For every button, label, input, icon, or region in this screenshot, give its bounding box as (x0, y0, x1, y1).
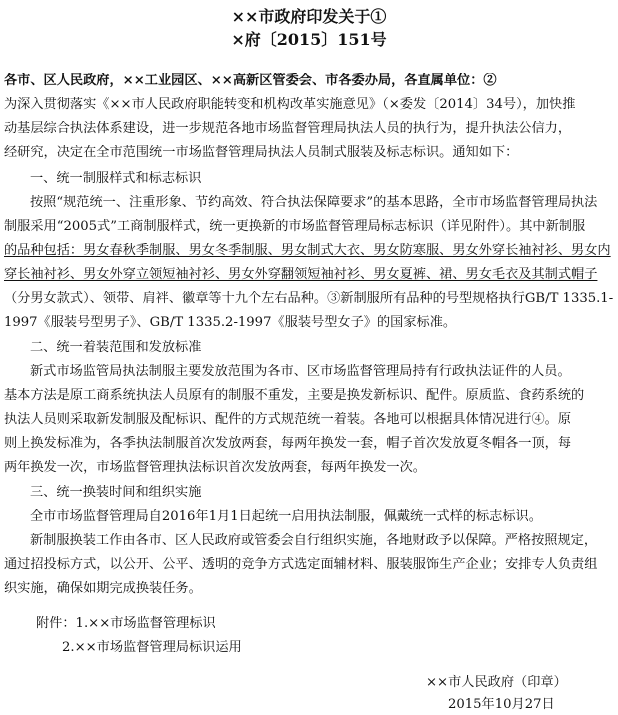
section-2-line: 两年换发一次，市场监督管理执法标识首次发放两套，每两年换发一次。 (4, 460, 426, 475)
attachment-item: 2.××市场监督管理局标识运用 (62, 640, 242, 655)
doc-title: ××市政府印发关于① (231, 7, 387, 26)
section-1-line: 穿长袖衬衫、男女外穿立领短袖衬衫、男女外穿翻领短袖衬衫、男女夏裤、裙、男女毛衣及其制式帽子 (4, 267, 598, 282)
doc-number: ×府〔2015〕151号 (231, 30, 387, 49)
section-3-heading: 三、统一换装时间和组织实施 (30, 485, 202, 500)
intro-line: 为深入贯彻落实《××市人民政府职能转变和机构改革实施意见》（×委发〔2014〕34号），加快推 (4, 97, 576, 112)
section-1-heading: 一、统一制服样式和标志标识 (30, 171, 202, 186)
section-1-line: 的品种包括：男女春秋季制服、男女冬季制服、男女制式大衣、男女防寒服、男女外穿长袖衬衫、男女内 (4, 243, 611, 258)
intro-line: 经研究，决定在全市范围统一市场监督管理局执法人员制式服装及标志标识。通知如下： (4, 145, 519, 160)
section-3-line: 新制服换装工作由各市、区人民政府或管委会自行组织实施，各地财政予以保障。严格按照规定， (30, 533, 598, 548)
section-3-line: 通过招投标方式，以公开、公平、透明的竞争方式选定面辅材料、服装服饰生产企业；安排专人负责组 (4, 557, 598, 572)
attachment-item: 附件：1.××市场监督管理标识 (36, 616, 216, 631)
signature-org: ××市人民政府（印章） (426, 675, 567, 690)
section-1-line: 按照“规范统一、注重形象、节约高效、符合执法保障要求”的基本思路，全市市场监督管理局执法 (30, 195, 598, 210)
section-1-line: 1997《服装号型男子》、GB/T 1335.2-1997《服装号型女子》的国家标准。 (4, 315, 457, 330)
section-2-line: 则上换发标准为，各季执法制服首次发放两套，每两年换发一套，帽子首次发放夏冬帽各一顶，每 (4, 436, 572, 451)
intro-line: 动基层综合执法体系建设，进一步规范各地市场监督管理局执法人员的执行为，提升执法公信力， (4, 121, 572, 136)
addressee: 各市、区人民政府，××工业园区、××高新区管委会、市各委办局，各直属单位：② (4, 73, 497, 88)
section-3-line: 全市市场监督管理局自2016年1月1日起统一启用执法制服，佩戴统一式样的标志标识。 (30, 509, 542, 524)
section-3-line: 织实施，确保如期完成换装任务。 (4, 581, 202, 596)
section-2-line: 执法人员则采取新发制服及配标识、配件的方式规范统一着装。各地可以根据具体情况进行④。原 (4, 412, 572, 427)
section-1-line: （分男女款式）、领带、肩袢、徽章等十九个左右品种。③新制服所有品种的号型规格执行GB/T 1335.1- (4, 291, 614, 306)
signature-date: 2015年10月27日 (448, 697, 555, 712)
section-2-line: 新式市场监管局执法制服主要发放范围为各市、区市场监督管理局持有行政执法证件的人员。 (30, 364, 571, 379)
section-1-line: 制服采用“2005式”工商制服样式，统一更换新的市场监督管理局标志标识（详见附件）。其中新制服 (4, 219, 586, 234)
section-2-line: 基本方法是原工商系统执法人员原有的制服不重发，主要是换发新标识、配件。原质监、食药系统的 (4, 388, 585, 403)
section-2-heading: 二、统一着装范围和发放标准 (30, 340, 202, 355)
